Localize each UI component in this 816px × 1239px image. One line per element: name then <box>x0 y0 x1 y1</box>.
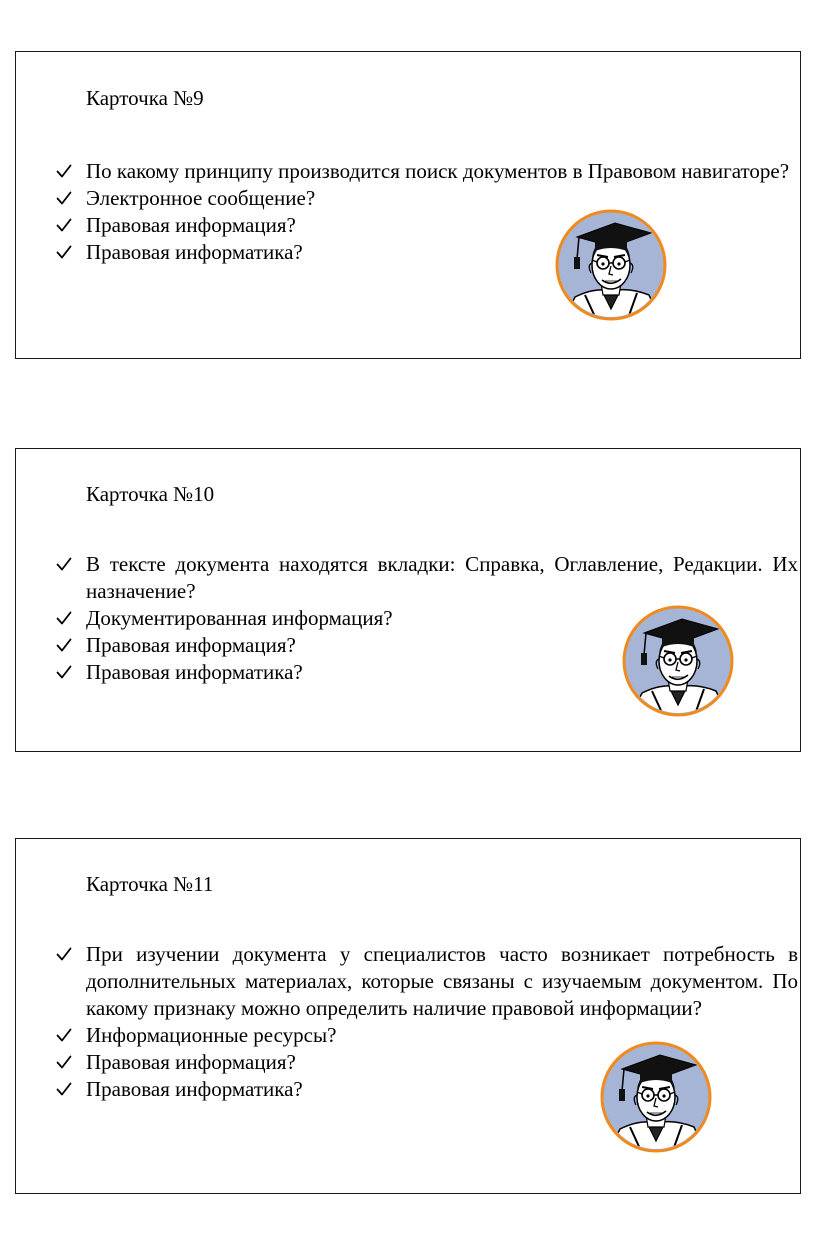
list-item-text: Правовая информатика? <box>86 240 303 264</box>
checkmark-icon <box>56 659 76 687</box>
card-10 <box>15 448 801 752</box>
list-item <box>56 185 798 212</box>
checkmark-icon <box>56 551 76 579</box>
professor-portrait-icon <box>600 1041 712 1153</box>
list-item-text: При изучении документа у специалистов часто возникает потребность в дополнительных материалах, которые связаны с изучаемым документом. По какому признаку можно определить наличие правовой информации? <box>86 942 798 1020</box>
list-item <box>56 941 798 1022</box>
checkmark-icon <box>56 1022 76 1050</box>
list-item-text: Информационные ресурсы? <box>86 1023 337 1047</box>
list-item-text: Правовая информация? <box>86 213 296 237</box>
checkmark-icon <box>56 185 76 213</box>
list-item-text: Документированная информация? <box>86 606 393 630</box>
checkmark-icon <box>56 158 76 186</box>
list-item <box>56 551 798 605</box>
checkmark-icon <box>56 605 76 633</box>
checkmark-icon <box>56 1076 76 1104</box>
checkmark-icon <box>56 941 76 969</box>
checkmark-icon <box>56 632 76 660</box>
card-title: Карточка №9 <box>86 86 204 110</box>
list-item-text: Электронное сообщение? <box>86 186 316 210</box>
list-item-text: Правовая информатика? <box>86 1077 303 1101</box>
list-item-text: Правовая информация? <box>86 633 296 657</box>
card-11 <box>15 838 801 1194</box>
card-9 <box>15 51 801 359</box>
list-item <box>56 239 798 266</box>
list-item-text: Правовая информатика? <box>86 660 303 684</box>
question-list <box>56 158 798 266</box>
list-item-text: По какому принципу производится поиск документов в Правовом навигаторе? <box>86 159 790 183</box>
checkmark-icon <box>56 239 76 267</box>
checkmark-icon <box>56 1049 76 1077</box>
card-title: Карточка №10 <box>86 482 215 506</box>
list-item <box>56 158 798 185</box>
professor-portrait-icon <box>622 605 734 717</box>
card-title: Карточка №11 <box>86 872 214 896</box>
list-item-text: В тексте документа находятся вкладки: Справка, Оглавление, Редакции. Их назначение? <box>86 552 798 603</box>
checkmark-icon <box>56 212 76 240</box>
list-item <box>56 212 798 239</box>
professor-portrait-icon <box>555 209 667 321</box>
list-item-text: Правовая информация? <box>86 1050 296 1074</box>
